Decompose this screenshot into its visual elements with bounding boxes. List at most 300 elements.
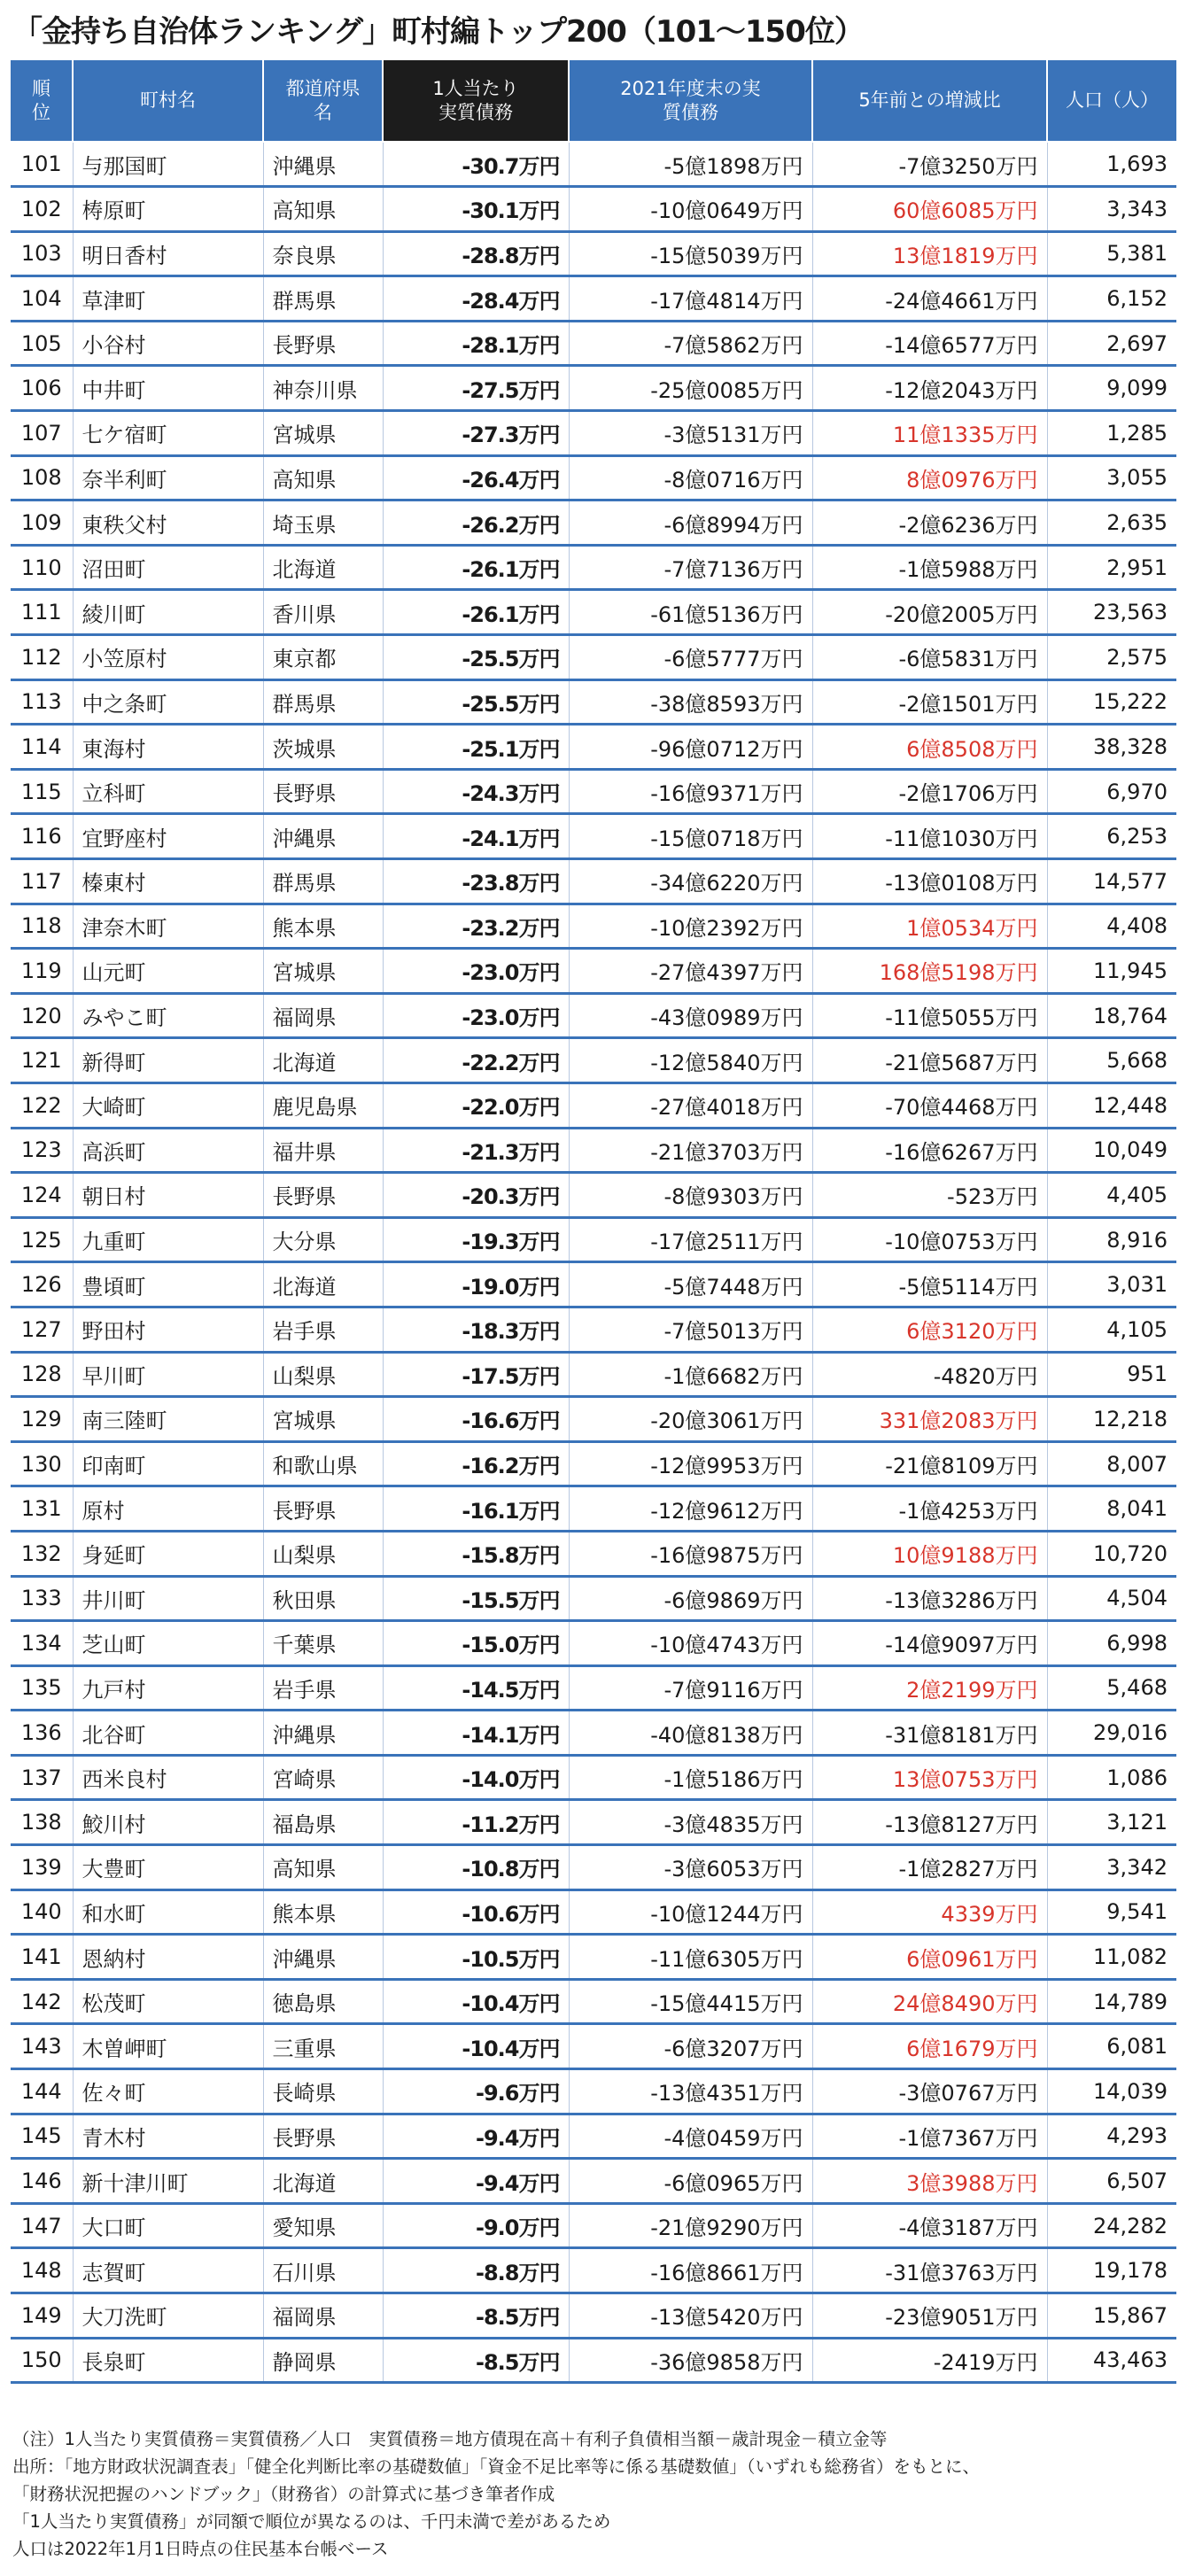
rank-cell: 134: [11, 1621, 73, 1666]
debt-2021-cell: -10億2392万円: [569, 904, 812, 949]
rank-cell: 125: [11, 1217, 73, 1262]
prefecture-cell: 山梨県: [263, 1352, 383, 1397]
change-5y-cell: -14億9097万円: [812, 1621, 1047, 1666]
change-5y-cell: 11億1335万円: [812, 411, 1047, 456]
table-row: [11, 1711, 1176, 1756]
population-cell: 2,575: [1047, 635, 1176, 680]
debt-2021-cell: -16億8661万円: [569, 2248, 812, 2293]
footnote: 「1人当たり実質債務」が同額で順位が異なるのは、千円未満で差があるため: [12, 2511, 611, 2532]
debt-2021-cell: -13億5420万円: [569, 2293, 812, 2339]
table-row: [11, 1531, 1176, 1576]
town-name-cell: 立科町: [73, 769, 263, 814]
debt-2021-cell: -36億9858万円: [569, 2338, 812, 2383]
debt-2021-cell: -3億6053万円: [569, 1845, 812, 1890]
debt-2021-cell: -10億1244万円: [569, 1889, 812, 1935]
prefecture-cell: 群馬県: [263, 679, 383, 725]
debt-2021-cell: -17億2511万円: [569, 1217, 812, 1262]
population-cell: 43,463: [1047, 2338, 1176, 2383]
table-row: [11, 1441, 1176, 1486]
town-name-cell: 山元町: [73, 949, 263, 994]
ranking-table: [11, 60, 1176, 2384]
town-name-cell: 東海村: [73, 725, 263, 770]
debt-2021-cell: -17億4814万円: [569, 276, 812, 322]
debt-2021-cell: -43億0989万円: [569, 993, 812, 1038]
change-5y-cell: -4億3187万円: [812, 2203, 1047, 2248]
debt-2021-cell: -15億0718万円: [569, 814, 812, 859]
change-5y-cell: -3億0767万円: [812, 2069, 1047, 2114]
population-cell: 6,253: [1047, 814, 1176, 859]
table-row: [11, 455, 1176, 500]
per-capita-debt-cell: -10.8万円: [383, 1845, 569, 1890]
per-capita-debt-cell: -11.2万円: [383, 1800, 569, 1845]
per-capita-debt-cell: -23.8万円: [383, 859, 569, 904]
change-5y-cell: -523万円: [812, 1173, 1047, 1218]
town-name-cell: 朝日村: [73, 1173, 263, 1218]
table-row: [11, 1262, 1176, 1307]
rank-cell: 147: [11, 2203, 73, 2248]
change-5y-cell: 1億0534万円: [812, 904, 1047, 949]
rank-cell: 112: [11, 635, 73, 680]
population-cell: 1,693: [1047, 142, 1176, 187]
table-row: [11, 814, 1176, 859]
town-name-cell: 中井町: [73, 366, 263, 411]
town-name-cell: 沼田町: [73, 545, 263, 590]
table-row: [11, 500, 1176, 546]
population-cell: 19,178: [1047, 2248, 1176, 2293]
header-pref: 都道府県名: [263, 60, 383, 142]
prefecture-cell: 岩手県: [263, 1307, 383, 1352]
debt-2021-cell: -20億3061万円: [569, 1397, 812, 1442]
per-capita-debt-cell: -9.0万円: [383, 2203, 569, 2248]
population-cell: 8,916: [1047, 1217, 1176, 1262]
per-capita-debt-cell: -16.6万円: [383, 1397, 569, 1442]
per-capita-debt-cell: -28.1万円: [383, 321, 569, 366]
prefecture-cell: 茨城県: [263, 725, 383, 770]
change-5y-cell: 60億6085万円: [812, 187, 1047, 232]
town-name-cell: 野田村: [73, 1307, 263, 1352]
rank-cell: 120: [11, 993, 73, 1038]
rank-cell: 122: [11, 1082, 73, 1128]
rank-cell: 118: [11, 904, 73, 949]
prefecture-cell: 福岡県: [263, 2293, 383, 2339]
prefecture-cell: 宮崎県: [263, 1755, 383, 1800]
population-cell: 4,293: [1047, 2114, 1176, 2159]
per-capita-debt-cell: -24.3万円: [383, 769, 569, 814]
change-5y-cell: -2億1501万円: [812, 679, 1047, 725]
rank-cell: 110: [11, 545, 73, 590]
debt-2021-cell: -27億4018万円: [569, 1082, 812, 1128]
per-capita-debt-cell: -9.4万円: [383, 2114, 569, 2159]
town-name-cell: 綾川町: [73, 590, 263, 635]
change-5y-cell: -1億4253万円: [812, 1486, 1047, 1532]
town-name-cell: 高浜町: [73, 1128, 263, 1173]
prefecture-cell: 和歌山県: [263, 1441, 383, 1486]
change-5y-cell: -11億5055万円: [812, 993, 1047, 1038]
per-capita-debt-cell: -9.6万円: [383, 2069, 569, 2114]
prefecture-cell: 長崎県: [263, 2069, 383, 2114]
prefecture-cell: 長野県: [263, 2114, 383, 2159]
per-capita-debt-cell: -8.5万円: [383, 2338, 569, 2383]
change-5y-cell: -13億8127万円: [812, 1800, 1047, 1845]
table-row: [11, 1128, 1176, 1173]
town-name-cell: 榛東村: [73, 859, 263, 904]
per-capita-debt-cell: -23.0万円: [383, 949, 569, 994]
town-name-cell: 長泉町: [73, 2338, 263, 2383]
per-capita-debt-cell: -16.2万円: [383, 1441, 569, 1486]
prefecture-cell: 熊本県: [263, 904, 383, 949]
prefecture-cell: 三重県: [263, 2024, 383, 2069]
prefecture-cell: 沖縄県: [263, 1935, 383, 1980]
population-cell: 1,086: [1047, 1755, 1176, 1800]
table-row: [11, 1621, 1176, 1666]
change-5y-cell: -1億7367万円: [812, 2114, 1047, 2159]
per-capita-debt-cell: -21.3万円: [383, 1128, 569, 1173]
population-cell: 3,031: [1047, 1262, 1176, 1307]
population-cell: 8,007: [1047, 1441, 1176, 1486]
change-5y-cell: 6億1679万円: [812, 2024, 1047, 2069]
table-header-row: [11, 60, 1176, 142]
prefecture-cell: 沖縄県: [263, 814, 383, 859]
per-capita-debt-cell: -24.1万円: [383, 814, 569, 859]
rank-cell: 123: [11, 1128, 73, 1173]
rank-cell: 128: [11, 1352, 73, 1397]
town-name-cell: 小笠原村: [73, 635, 263, 680]
table-row: [11, 679, 1176, 725]
town-name-cell: 志賀町: [73, 2248, 263, 2293]
per-capita-debt-cell: -22.2万円: [383, 1038, 569, 1083]
header-town: 町村名: [73, 60, 263, 142]
debt-2021-cell: -15億4415万円: [569, 1979, 812, 2024]
rank-cell: 148: [11, 2248, 73, 2293]
population-cell: 2,697: [1047, 321, 1176, 366]
rank-cell: 107: [11, 411, 73, 456]
per-capita-debt-cell: -27.3万円: [383, 411, 569, 456]
rank-cell: 131: [11, 1486, 73, 1532]
table-row: [11, 1397, 1176, 1442]
change-5y-cell: -10億0753万円: [812, 1217, 1047, 1262]
per-capita-debt-cell: -19.0万円: [383, 1262, 569, 1307]
table-row: [11, 993, 1176, 1038]
debt-2021-cell: -16億9371万円: [569, 769, 812, 814]
prefecture-cell: 神奈川県: [263, 366, 383, 411]
footnote: 「財務状況把握のハンドブック」（財務省）の計算式に基づき筆者作成: [12, 2484, 555, 2504]
per-capita-debt-cell: -28.8万円: [383, 231, 569, 276]
town-name-cell: 南三陸町: [73, 1397, 263, 1442]
per-capita-debt-cell: -8.5万円: [383, 2293, 569, 2339]
debt-2021-cell: -3億4835万円: [569, 1800, 812, 1845]
rank-cell: 143: [11, 2024, 73, 2069]
change-5y-cell: -6億5831万円: [812, 635, 1047, 680]
debt-2021-cell: -8億9303万円: [569, 1173, 812, 1218]
prefecture-cell: 群馬県: [263, 276, 383, 322]
table-row: [11, 859, 1176, 904]
population-cell: 4,408: [1047, 904, 1176, 949]
change-5y-cell: -24億4661万円: [812, 276, 1047, 322]
prefecture-cell: 北海道: [263, 1262, 383, 1307]
prefecture-cell: 長野県: [263, 1173, 383, 1218]
population-cell: 5,668: [1047, 1038, 1176, 1083]
population-cell: 5,381: [1047, 231, 1176, 276]
debt-2021-cell: -27億4397万円: [569, 949, 812, 994]
change-5y-cell: -12億2043万円: [812, 366, 1047, 411]
debt-2021-cell: -7億5862万円: [569, 321, 812, 366]
per-capita-debt-cell: -27.5万円: [383, 366, 569, 411]
footnote: （注）1人当たり実質債務＝実質債務／人口 実質債務＝地方債現在高＋有利子負債相当額－歳計現金－積立金等: [12, 2429, 888, 2449]
change-5y-cell: 168億5198万円: [812, 949, 1047, 994]
debt-2021-cell: -96億0712万円: [569, 725, 812, 770]
debt-2021-cell: -25億0085万円: [569, 366, 812, 411]
rank-cell: 115: [11, 769, 73, 814]
per-capita-debt-cell: -23.0万円: [383, 993, 569, 1038]
table-row: [11, 2024, 1176, 2069]
debt-2021-cell: -8億0716万円: [569, 455, 812, 500]
population-cell: 9,099: [1047, 366, 1176, 411]
rank-cell: 102: [11, 187, 73, 232]
debt-2021-cell: -61億5136万円: [569, 590, 812, 635]
per-capita-debt-cell: -26.1万円: [383, 590, 569, 635]
prefecture-cell: 高知県: [263, 455, 383, 500]
change-5y-cell: 6億0961万円: [812, 1935, 1047, 1980]
population-cell: 24,282: [1047, 2203, 1176, 2248]
town-name-cell: 印南町: [73, 1441, 263, 1486]
change-5y-cell: -14億6577万円: [812, 321, 1047, 366]
rank-cell: 146: [11, 2159, 73, 2204]
town-name-cell: 大刀洗町: [73, 2293, 263, 2339]
debt-2021-cell: -11億6305万円: [569, 1935, 812, 1980]
rank-cell: 113: [11, 679, 73, 725]
town-name-cell: 鮫川村: [73, 1800, 263, 1845]
change-5y-cell: -4820万円: [812, 1352, 1047, 1397]
town-name-cell: 和水町: [73, 1889, 263, 1935]
prefecture-cell: 香川県: [263, 590, 383, 635]
rank-cell: 136: [11, 1711, 73, 1756]
prefecture-cell: 山梨県: [263, 1531, 383, 1576]
change-5y-cell: -2億6236万円: [812, 500, 1047, 546]
rank-cell: 121: [11, 1038, 73, 1083]
population-cell: 1,285: [1047, 411, 1176, 456]
town-name-cell: 宜野座村: [73, 814, 263, 859]
change-5y-cell: 10億9188万円: [812, 1531, 1047, 1576]
population-cell: 3,121: [1047, 1800, 1176, 1845]
rank-cell: 101: [11, 142, 73, 187]
table-row: [11, 1800, 1176, 1845]
per-capita-debt-cell: -10.4万円: [383, 2024, 569, 2069]
prefecture-cell: 千葉県: [263, 1621, 383, 1666]
rank-cell: 138: [11, 1800, 73, 1845]
population-cell: 4,405: [1047, 1173, 1176, 1218]
rank-cell: 149: [11, 2293, 73, 2339]
rank-cell: 103: [11, 231, 73, 276]
debt-2021-cell: -3億5131万円: [569, 411, 812, 456]
prefecture-cell: 埼玉県: [263, 500, 383, 546]
rank-cell: 111: [11, 590, 73, 635]
prefecture-cell: 宮城県: [263, 411, 383, 456]
town-name-cell: 大豊町: [73, 1845, 263, 1890]
per-capita-debt-cell: -30.7万円: [383, 142, 569, 187]
table-row: [11, 1845, 1176, 1890]
change-5y-cell: -70億4468万円: [812, 1082, 1047, 1128]
debt-2021-cell: -6億5777万円: [569, 635, 812, 680]
town-name-cell: 身延町: [73, 1531, 263, 1576]
population-cell: 12,448: [1047, 1082, 1176, 1128]
per-capita-debt-cell: -19.3万円: [383, 1217, 569, 1262]
debt-2021-cell: -5億7448万円: [569, 1262, 812, 1307]
town-name-cell: 芝山町: [73, 1621, 263, 1666]
debt-2021-cell: -12億9953万円: [569, 1441, 812, 1486]
town-name-cell: 中之条町: [73, 679, 263, 725]
rank-cell: 142: [11, 1979, 73, 2024]
footnote: 出所：「地方財政状況調査表」「健全化判断比率の基礎数値」「資金不足比率等に係る基礎数値」（いずれも総務省）をもとに、: [12, 2456, 981, 2477]
table-row: [11, 545, 1176, 590]
change-5y-cell: -1億2827万円: [812, 1845, 1047, 1890]
population-cell: 4,504: [1047, 1576, 1176, 1621]
rank-cell: 139: [11, 1845, 73, 1890]
prefecture-cell: 奈良県: [263, 231, 383, 276]
debt-2021-cell: -6億8994万円: [569, 500, 812, 546]
per-capita-debt-cell: -14.5万円: [383, 1665, 569, 1711]
rank-cell: 135: [11, 1665, 73, 1711]
town-name-cell: 井川町: [73, 1576, 263, 1621]
change-5y-cell: -20億2005万円: [812, 590, 1047, 635]
per-capita-debt-cell: -18.3万円: [383, 1307, 569, 1352]
change-5y-cell: -31億3763万円: [812, 2248, 1047, 2293]
debt-2021-cell: -15億5039万円: [569, 231, 812, 276]
population-cell: 11,082: [1047, 1935, 1176, 1980]
change-5y-cell: 3億3988万円: [812, 2159, 1047, 2204]
page-title: 「金持ち自治体ランキング」町村編トップ200（101〜150位）: [12, 14, 864, 50]
table-row: [11, 1038, 1176, 1083]
population-cell: 38,328: [1047, 725, 1176, 770]
footnote: 人口は2022年1月1日時点の住民基本台帳ベース: [12, 2539, 389, 2559]
population-cell: 18,764: [1047, 993, 1176, 1038]
debt-2021-cell: -1億6682万円: [569, 1352, 812, 1397]
town-name-cell: 西米良村: [73, 1755, 263, 1800]
prefecture-cell: 北海道: [263, 1038, 383, 1083]
per-capita-debt-cell: -10.5万円: [383, 1935, 569, 1980]
table-row: [11, 366, 1176, 411]
population-cell: 3,343: [1047, 187, 1176, 232]
population-cell: 14,789: [1047, 1979, 1176, 2024]
change-5y-cell: -2億1706万円: [812, 769, 1047, 814]
debt-2021-cell: -5億1898万円: [569, 142, 812, 187]
debt-2021-cell: -7億5013万円: [569, 1307, 812, 1352]
town-name-cell: 新十津川町: [73, 2159, 263, 2204]
debt-2021-cell: -12億5840万円: [569, 1038, 812, 1083]
population-cell: 6,507: [1047, 2159, 1176, 2204]
table-row: [11, 276, 1176, 322]
debt-2021-cell: -10億0649万円: [569, 187, 812, 232]
town-name-cell: 与那国町: [73, 142, 263, 187]
change-5y-cell: -23億9051万円: [812, 2293, 1047, 2339]
prefecture-cell: 静岡県: [263, 2338, 383, 2383]
table-row: [11, 1173, 1176, 1218]
change-5y-cell: -2419万円: [812, 2338, 1047, 2383]
table-row: [11, 949, 1176, 994]
change-5y-cell: 2億2199万円: [812, 1665, 1047, 1711]
table-row: [11, 2338, 1176, 2383]
debt-2021-cell: -16億9875万円: [569, 1531, 812, 1576]
prefecture-cell: 長野県: [263, 1486, 383, 1532]
prefecture-cell: 宮城県: [263, 1397, 383, 1442]
table-row: [11, 321, 1176, 366]
rank-cell: 114: [11, 725, 73, 770]
per-capita-debt-cell: -25.5万円: [383, 635, 569, 680]
debt-2021-cell: -40億8138万円: [569, 1711, 812, 1756]
town-name-cell: 新得町: [73, 1038, 263, 1083]
per-capita-debt-cell: -10.6万円: [383, 1889, 569, 1935]
change-5y-cell: 6億8508万円: [812, 725, 1047, 770]
debt-2021-cell: -34億6220万円: [569, 859, 812, 904]
debt-2021-cell: -13億4351万円: [569, 2069, 812, 2114]
table-row: [11, 1217, 1176, 1262]
town-name-cell: 明日香村: [73, 231, 263, 276]
change-5y-cell: 13億1819万円: [812, 231, 1047, 276]
header-rank: 順位: [11, 60, 73, 142]
town-name-cell: 大口町: [73, 2203, 263, 2248]
prefecture-cell: 愛知県: [263, 2203, 383, 2248]
prefecture-cell: 群馬県: [263, 859, 383, 904]
prefecture-cell: 福岡県: [263, 993, 383, 1038]
town-name-cell: 松茂町: [73, 1979, 263, 2024]
population-cell: 15,222: [1047, 679, 1176, 725]
table-row: [11, 1486, 1176, 1532]
population-cell: 29,016: [1047, 1711, 1176, 1756]
prefecture-cell: 福井県: [263, 1128, 383, 1173]
town-name-cell: 大崎町: [73, 1082, 263, 1128]
prefecture-cell: 秋田県: [263, 1576, 383, 1621]
prefecture-cell: 北海道: [263, 2159, 383, 2204]
rank-cell: 144: [11, 2069, 73, 2114]
table-row: [11, 725, 1176, 770]
rank-cell: 108: [11, 455, 73, 500]
table-row: [11, 635, 1176, 680]
change-5y-cell: 4339万円: [812, 1889, 1047, 1935]
table-row: [11, 2069, 1176, 2114]
change-5y-cell: -21億5687万円: [812, 1038, 1047, 1083]
per-capita-debt-cell: -23.2万円: [383, 904, 569, 949]
change-5y-cell: -16億6267万円: [812, 1128, 1047, 1173]
town-name-cell: 奈半利町: [73, 455, 263, 500]
rank-cell: 137: [11, 1755, 73, 1800]
population-cell: 6,998: [1047, 1621, 1176, 1666]
table-row: [11, 2203, 1176, 2248]
prefecture-cell: 大分県: [263, 1217, 383, 1262]
header-change-5y: 5年前との増減比: [812, 60, 1047, 142]
table-row: [11, 2248, 1176, 2293]
town-name-cell: 梼原町: [73, 187, 263, 232]
header-debt-2021: 2021年度末の実質債務: [569, 60, 812, 142]
per-capita-debt-cell: -16.1万円: [383, 1486, 569, 1532]
table-row: [11, 411, 1176, 456]
change-5y-cell: 24億8490万円: [812, 1979, 1047, 2024]
table-row: [11, 1889, 1176, 1935]
debt-2021-cell: -10億4743万円: [569, 1621, 812, 1666]
change-5y-cell: -13億0108万円: [812, 859, 1047, 904]
per-capita-debt-cell: -20.3万円: [383, 1173, 569, 1218]
table-row: [11, 1307, 1176, 1352]
population-cell: 2,635: [1047, 500, 1176, 546]
per-capita-debt-cell: -28.4万円: [383, 276, 569, 322]
prefecture-cell: 長野県: [263, 321, 383, 366]
table-row: [11, 1352, 1176, 1397]
prefecture-cell: 長野県: [263, 769, 383, 814]
population-cell: 6,970: [1047, 769, 1176, 814]
population-cell: 11,945: [1047, 949, 1176, 994]
town-name-cell: 九戸村: [73, 1665, 263, 1711]
town-name-cell: 豊頃町: [73, 1262, 263, 1307]
prefecture-cell: 岩手県: [263, 1665, 383, 1711]
table-row: [11, 1979, 1176, 2024]
